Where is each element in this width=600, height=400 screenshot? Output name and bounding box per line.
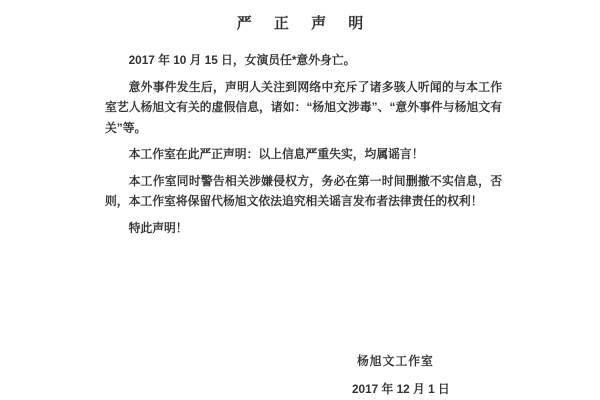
document-title: 严 正 声 明 <box>236 15 373 32</box>
statement-paragraph-closing: 特此声明！ <box>128 220 188 235</box>
statement-paragraph-warning: 本工作室同时警告相关涉嫌侵权方，务必在第一时间删撤不实信息，否则，本工作室将保留代杨旭文依法追究相关谣言发布者法律责任的权利！ <box>105 173 502 208</box>
signature-date: 2017 年 12 月 1 日 <box>352 382 450 396</box>
signature-studio-name: 杨旭文工作室 <box>357 354 434 368</box>
document-body <box>105 50 502 244</box>
statement-paragraph-rumors: 意外事件发生后，声明人关注到网络中充斥了诸多骇人听闻的与本工作室艺人杨旭文有关的虚假信息，诸如：“杨旭文涉毒”、“意外事件与杨旭文有关”等。 <box>105 79 502 135</box>
statement-paragraph-incident: 2017 年 10 月 15 日，女演员任*意外身亡。 <box>128 53 356 67</box>
statement-paragraph-declaration: 本工作室在此严正声明：以上信息严重失实，均属谣言！ <box>128 147 424 161</box>
